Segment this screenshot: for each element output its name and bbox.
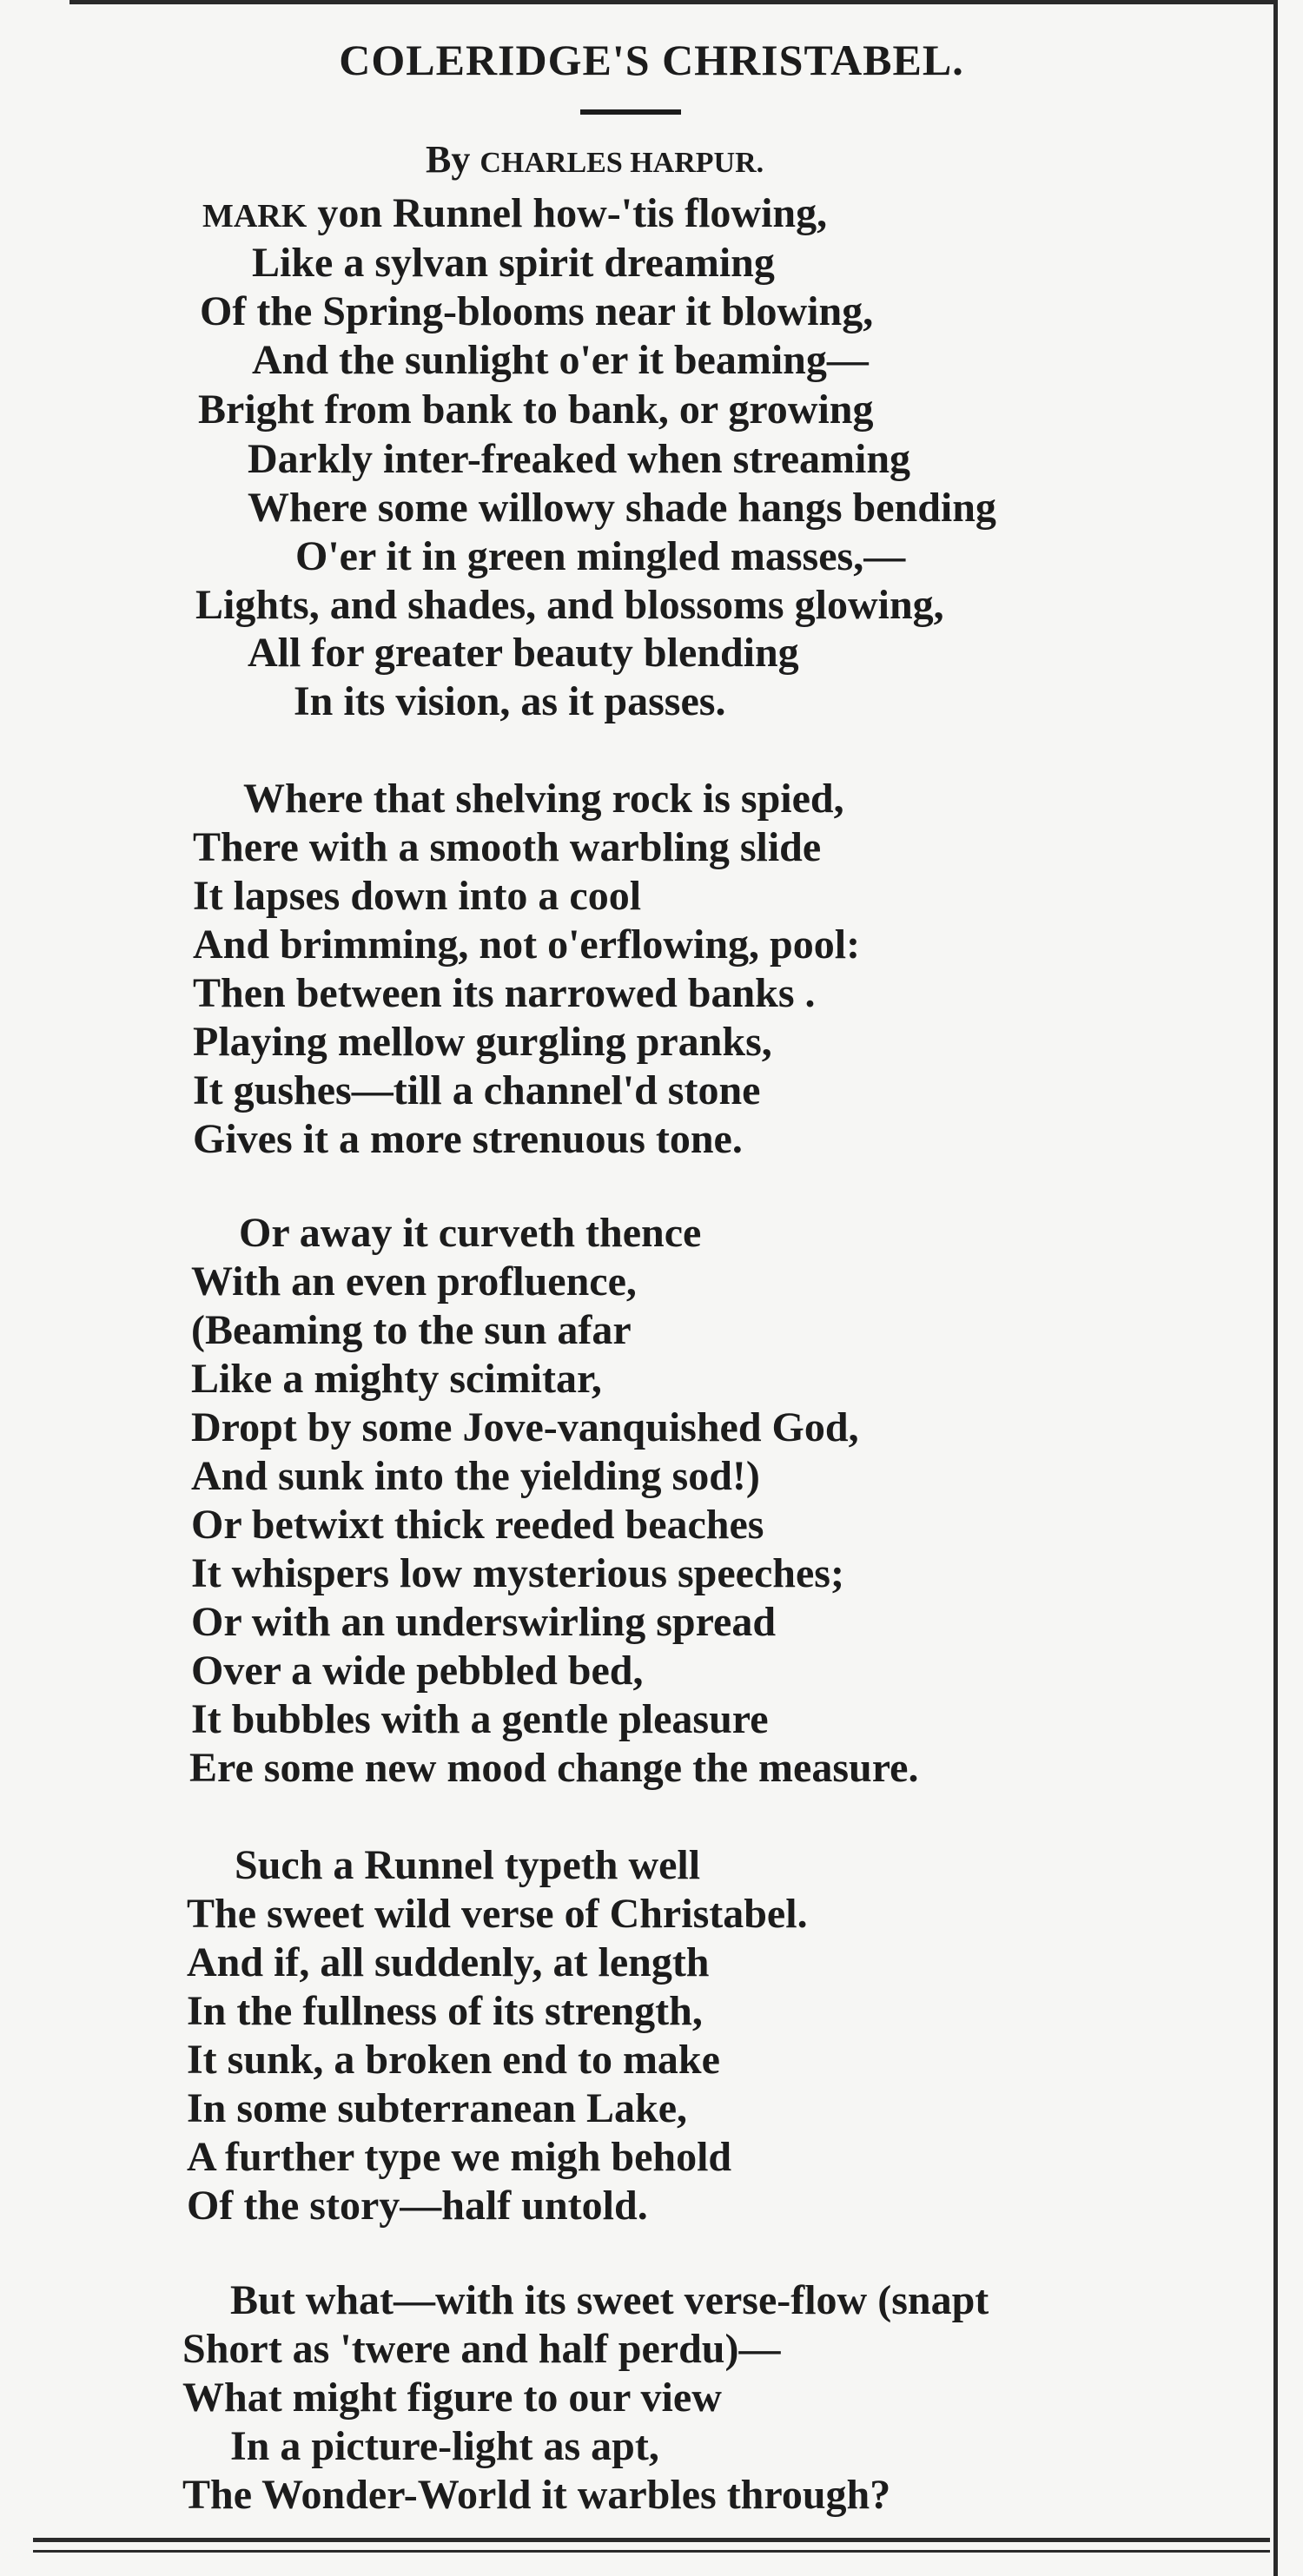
poem-line: Ere some new mood change the measure.	[189, 1745, 919, 1791]
poem-line: Darkly inter-freaked when streaming	[248, 436, 911, 482]
poem-line: Like a sylvan spirit dreaming	[252, 240, 775, 286]
poem-line: It bubbles with a gentle pleasure	[191, 1696, 769, 1742]
poem-line: And if, all suddenly, at length	[187, 1939, 710, 1985]
poem-line: O'er it in green mingled masses,—	[295, 533, 906, 579]
poem-line: Where that shelving rock is spied,	[243, 776, 844, 822]
poem-line: A further type we migh behold	[187, 2134, 732, 2180]
poem-line: But what—with its sweet verse-flow (snapt	[230, 2277, 989, 2323]
bottom-border-rule-thin	[33, 2550, 1270, 2553]
poem-line: Then between its narrowed banks .	[193, 970, 816, 1016]
poem-line: The Wonder-World it warbles through?	[182, 2472, 891, 2518]
poem-title: COLERIDGE'S CHRISTABEL.	[339, 36, 964, 84]
poem-line: All for greater beauty blending	[248, 630, 799, 676]
first-line-rest: yon Runnel how-'tis flowing,	[307, 190, 828, 236]
bottom-border-rule	[33, 2538, 1270, 2542]
poem-line	[202, 190, 828, 236]
byline-author: CHARLES HARPUR.	[480, 147, 764, 179]
poem-line: What might figure to our view	[182, 2375, 722, 2421]
poem-line: Such a Runnel typeth well	[235, 1842, 701, 1888]
poem-line: Dropt by some Jove-vanquished God,	[191, 1404, 859, 1450]
poem-byline	[426, 137, 764, 182]
poem-line: Of the story—half untold.	[187, 2183, 648, 2229]
poem-line: Lights, and shades, and blossoms glowing,	[195, 582, 944, 628]
top-border-rule	[69, 0, 1277, 4]
poem-line: Playing mellow gurgling pranks,	[193, 1019, 772, 1065]
column-divider-rule	[1273, 0, 1278, 2576]
poem-line: Or betwixt thick reeded beaches	[191, 1502, 764, 1548]
byline-prefix: By	[426, 138, 471, 181]
poem-line: It whispers low mysterious speeches;	[191, 1550, 844, 1596]
poem-line: It gushes—till a channel'd stone	[193, 1067, 761, 1113]
poem-line: Bright from bank to bank, or growing	[198, 386, 874, 433]
poem-line: The sweet wild verse of Christabel.	[187, 1891, 808, 1937]
drop-word: MARK	[202, 198, 308, 234]
poem-line: It lapses down into a cool	[193, 873, 642, 919]
poem-line: Gives it a more strenuous tone.	[193, 1116, 743, 1162]
poem-line: In its vision, as it passes.	[294, 678, 726, 724]
poem-line: (Beaming to the sun afar	[191, 1307, 632, 1353]
poem-line: There with a smooth warbling slide	[193, 824, 822, 870]
poem-line: Of the Spring-blooms near it blowing,	[200, 288, 874, 334]
poem-line: Or with an underswirling spread	[191, 1599, 777, 1645]
poem-line: And sunk into the yielding sod!)	[191, 1453, 760, 1499]
poem-line: With an even profluence,	[191, 1258, 637, 1305]
poem-line: Over a wide pebbled bed,	[191, 1648, 644, 1694]
poem-line: In some subterranean Lake,	[187, 2085, 688, 2131]
poem-line: In the fullness of its strength,	[187, 1988, 703, 2034]
title-underline	[580, 109, 681, 115]
poem-line: Short as 'twere and half perdu)—	[182, 2326, 781, 2372]
poem-line: In a picture-light as apt,	[230, 2423, 659, 2469]
poem-line: And the sunlight o'er it beaming—	[252, 337, 869, 383]
poem-line: And brimming, not o'erflowing, pool:	[193, 921, 861, 968]
poem-line: Where some willowy shade hangs bending	[248, 485, 996, 531]
poem-line: It sunk, a broken end to make	[187, 2037, 720, 2083]
poem-line: Or away it curveth thence	[239, 1210, 702, 1256]
poem-line: Like a mighty scimitar,	[191, 1356, 602, 1402]
